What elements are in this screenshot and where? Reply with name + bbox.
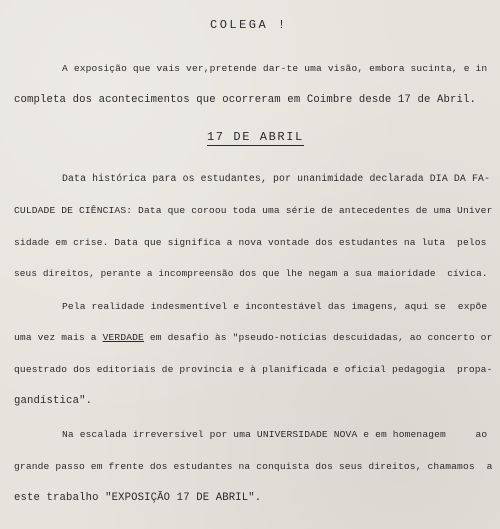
para2-line-2-end: em desafio às "pseudo-notícias descuidadas, ao concerto or bbox=[143, 332, 493, 343]
para1-line-1: Data histórica para os estudantes, por unanimidade declarada DIA DA FA- bbox=[62, 173, 491, 184]
section-heading: 17 DE ABRIL bbox=[207, 130, 304, 144]
intro-line-1: A exposição que vais ver,pretende dar-te uma visão, embora sucinta, e in bbox=[62, 63, 488, 74]
para1-line-2: CULDADE DE CIÊNCIAS: Data que coroou toda uma série de antecedentes de uma Univer bbox=[14, 205, 493, 216]
intro-line-2: completa dos acontecimentos que ocorreram em Coimbre desde 17 de Abril. bbox=[14, 94, 477, 106]
para3-line-2: grande passo em frente dos estudantes na conquista dos seus direitos, chamamos a bbox=[14, 461, 493, 472]
para3-line-3: este trabalho "EXPOSIÇÃO 17 DE ABRIL". bbox=[14, 492, 262, 504]
para2-line-2 bbox=[14, 331, 493, 345]
para2-line-4: gandística". bbox=[14, 395, 93, 407]
para1-line-3: sidade em crise. Data que significa a nova vontade dos estudantes na luta pelos bbox=[14, 237, 487, 248]
para2-line-3: questrado dos editoriais de província e à planificada e oficial pedagogia propa- bbox=[14, 364, 493, 375]
verdade-underlined: VERDADE bbox=[102, 332, 144, 343]
para2-line-2-start: uma vez mais a bbox=[14, 332, 103, 343]
para2-line-1: Pela realidade indesmentível e incontestável das imagens, aqui se expõe bbox=[62, 301, 488, 312]
page-title: COLEGA ! bbox=[210, 18, 288, 32]
para3-line-1: Na escalada irreversível por uma UNIVERSIDADE NOVA e em homenagem ao bbox=[62, 429, 488, 440]
para1-line-4: seus direitos, perante a incompreensão dos que lhe negam a sua maioridade cívica. bbox=[14, 268, 488, 279]
